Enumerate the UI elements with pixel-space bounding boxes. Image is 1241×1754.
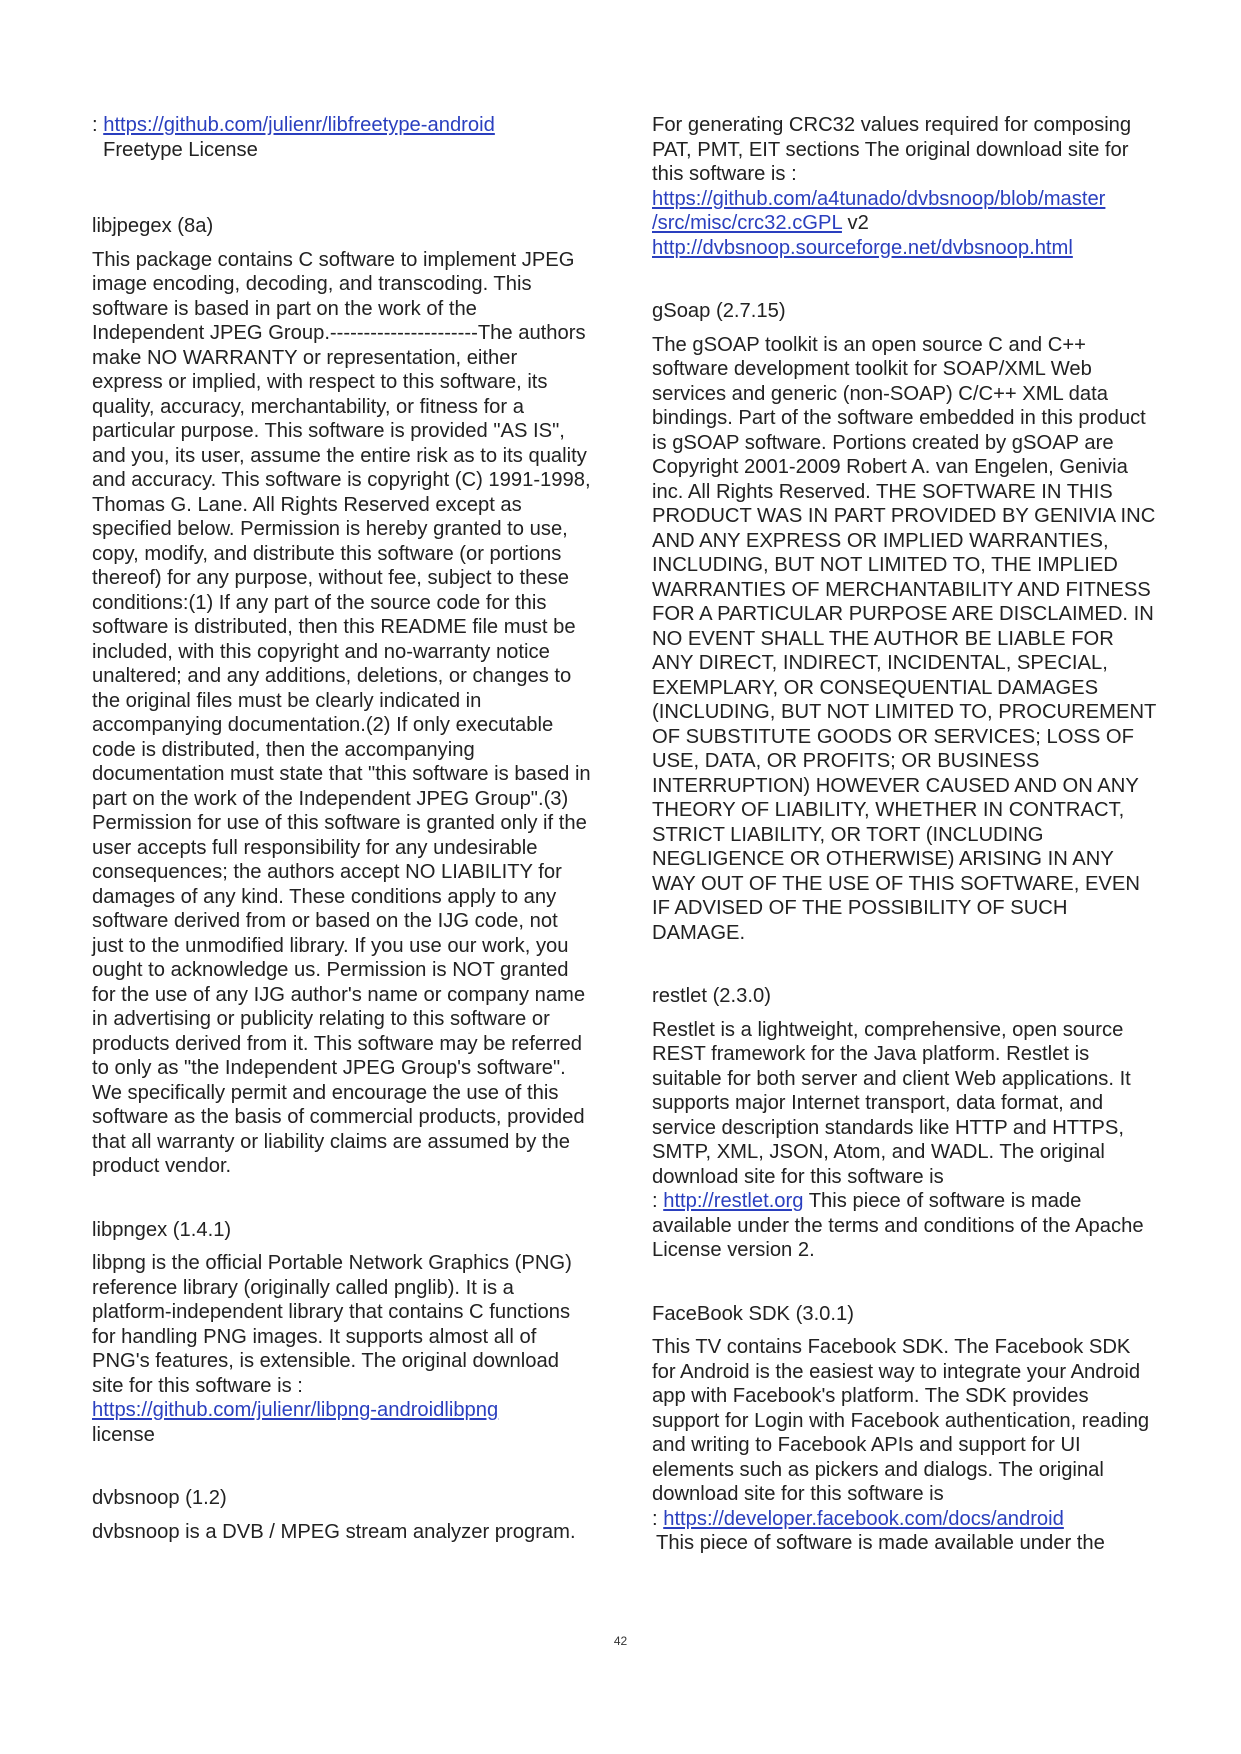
section-heading: FaceBook SDK (3.0.1) (652, 1302, 854, 1325)
section-heading: dvbsnoop (1.2) (92, 1487, 227, 1509)
freetype-license: Freetype License (103, 138, 258, 161)
restlet-license-text: This piece of software is made available under the terms and conditions of the Apache License version 2. (652, 1190, 1144, 1261)
facebook-link-prefix: : (652, 1507, 658, 1530)
section-body: This package contains C software to implement JPEG image encoding, decoding, and transcoding. This software is based in part on the work of the Independent JPEG Group.----------------------The authors make NO WARRANTY or representation, either express or implied, with respect to this software, its quality, accuracy, merchantability, or fitness for a particular purpose. This software is provided "AS IS", and you, its user, assume the entire risk as to its quality and accuracy. This software is copyright (C) 1991-1998, Thomas G. Lane. All Rights Reserved except as specified below. Permission is hereby granted to use, copy, modify, and distribute this software (or portions thereof) for any purpose, without fee, subject to these conditions:(1) If any part of the source code for this software is distributed, then this README file must be included, with this copyright and no-warranty notice unaltered; and any additions, deletions, or changes to the original files must be clearly indicated in accompanying documentation.(2) If only executable code is distributed, then the accompanying documentation must state that "this software is based in part on the work of the Independent JPEG Group".(3) Permission for use of this software is granted only if the user accepts full responsibility for any undesirable consequences; the authors accept NO LIABILITY for damages of any kind. These conditions apply to any software derived from or based on the IJG code, not just to the unmodified library. If you use our work, you ought to acknowledge us. Permission is NOT granted for the use of any IJG author's name or company name in advertising or publicity relating to this software or products derived from it. This software may be referred to only as "the Independent JPEG Group's software". We specifically permit and encourage the use of this software as the basis of commercial products, provided that all warranty or liability claims are assumed by the product vendor. (92, 248, 591, 1177)
freetype-link[interactable]: https://github.com/julienr/libfreetype-android (103, 114, 495, 136)
right-column (652, 113, 1156, 1556)
section-body: The gSOAP toolkit is an open source C and C++ software development toolkit for SOAP/XML Web services and generic (non-SOAP) C/C++ XML data bindings. Part of the software embedded in this product is gSOAP software. Portions created by gSOAP are Copyright 2001-2009 Robert A. van Engelen, Genivia inc. All Rights Reserved. THE SOFTWARE IN THIS PRODUCT WAS IN PART PROVIDED BY GENIVIA INC AND ANY EXPRESS OR IMPLIED WARRANTIES, INCLUDING, BUT NOT LIMITED TO, THE IMPLIED WARRANTIES OF MERCHANTABILITY AND FITNESS FOR A PARTICULAR PURPOSE ARE DISCLAIMED. IN NO EVENT SHALL THE AUTHOR BE LIABLE FOR ANY DIRECT, INDIRECT, INCIDENTAL, SPECIAL, EXEMPLARY, OR CONSEQUENTIAL DAMAGES (INCLUDING, BUT NOT LIMITED TO, PROCUREMENT OF SUBSTITUTE GOODS OR SERVICES; LOSS OF USE, DATA, OR PROFITS; OR BUSINESS INTERRUPTION) HOWEVER CAUSED AND ON ANY THEORY OF LIABILITY, WHETHER IN CONTRACT, STRICT LIABILITY, OR TORT (INCLUDING NEGLIGENCE OR OTHERWISE) ARISING IN ANY WAY OUT OF THE USE OF THIS SOFTWARE, EVEN IF ADVISED OF THE POSSIBILITY OF SUCH DAMAGE. (652, 333, 1156, 944)
restlet-link[interactable]: http://restlet.org (663, 1190, 804, 1212)
page-number: 42 (613, 1634, 628, 1648)
libpng-link[interactable]: https://github.com/julienr/libpng-androidlibpng (92, 1399, 499, 1421)
dvbsnoop-section (92, 1486, 592, 1544)
section-body: libpng is the official Portable Network Graphics (PNG) reference library (originally called pnglib). It is a platform-independent library that contains C functions for handling PNG images. It supports almost all of PNG's features, is extensible. The original download site for this software is : (92, 1252, 572, 1397)
section-body: This TV contains Facebook SDK. The Facebook SDK for Android is the easiest way to integrate your Android app with Facebook's platform. The SDK provides support for Login with Facebook authentication, reading and writing to Facebook APIs and support for UI elements such as pickers and dialogs. The original download site for this software is (652, 1336, 1150, 1505)
restlet-link-prefix: : (652, 1190, 658, 1212)
dvbsnoop-github-link-line1[interactable]: https://github.com/a4tunado/dvbsnoop/blob/master (652, 187, 1106, 210)
dvbsnoop-continued-section (652, 113, 1156, 260)
facebook-sdk-section (652, 1302, 1156, 1556)
facebook-license-text: This piece of software is made available under the (656, 1532, 1105, 1554)
dvbsnoop-github-link-line2[interactable]: /src/misc/crc32.cGPL (652, 212, 842, 234)
freetype-link-prefix: : (92, 114, 98, 136)
facebook-link[interactable]: https://developer.facebook.com/docs/android (663, 1507, 1064, 1530)
libpng-license: license (92, 1423, 155, 1446)
gsoap-section (652, 299, 1156, 945)
dvbsnoop-sourceforge-link[interactable]: http://dvbsnoop.sourceforge.net/dvbsnoop.html (652, 236, 1073, 259)
left-column (92, 113, 592, 1544)
section-body: dvbsnoop is a DVB / MPEG stream analyzer program. (92, 1520, 576, 1543)
libjpegex-section (92, 214, 592, 1179)
dvbsnoop-gpl-version: v2 (841, 212, 869, 234)
section-heading: libpngex (1.4.1) (92, 1218, 232, 1241)
section-heading: gSoap (2.7.15) (652, 300, 786, 322)
section-heading: restlet (2.3.0) (652, 985, 771, 1007)
restlet-section (652, 984, 1156, 1263)
libpngex-section (92, 1218, 592, 1448)
section-body: For generating CRC32 values required for composing PAT, PMT, EIT sections The original download site for this software is : (652, 114, 1132, 185)
section-body: Restlet is a lightweight, comprehensive, open source REST framework for the Java platform. Restlet is suitable for both server and client Web applications. It supports major Internet transport, data format, and service description standards like HTTP and HTTPS, SMTP, XML, JSON, Atom, and WADL. The original download site for this software is (652, 1018, 1131, 1188)
freetype-section (92, 113, 592, 162)
section-heading: libjpegex (8a) (92, 215, 214, 237)
